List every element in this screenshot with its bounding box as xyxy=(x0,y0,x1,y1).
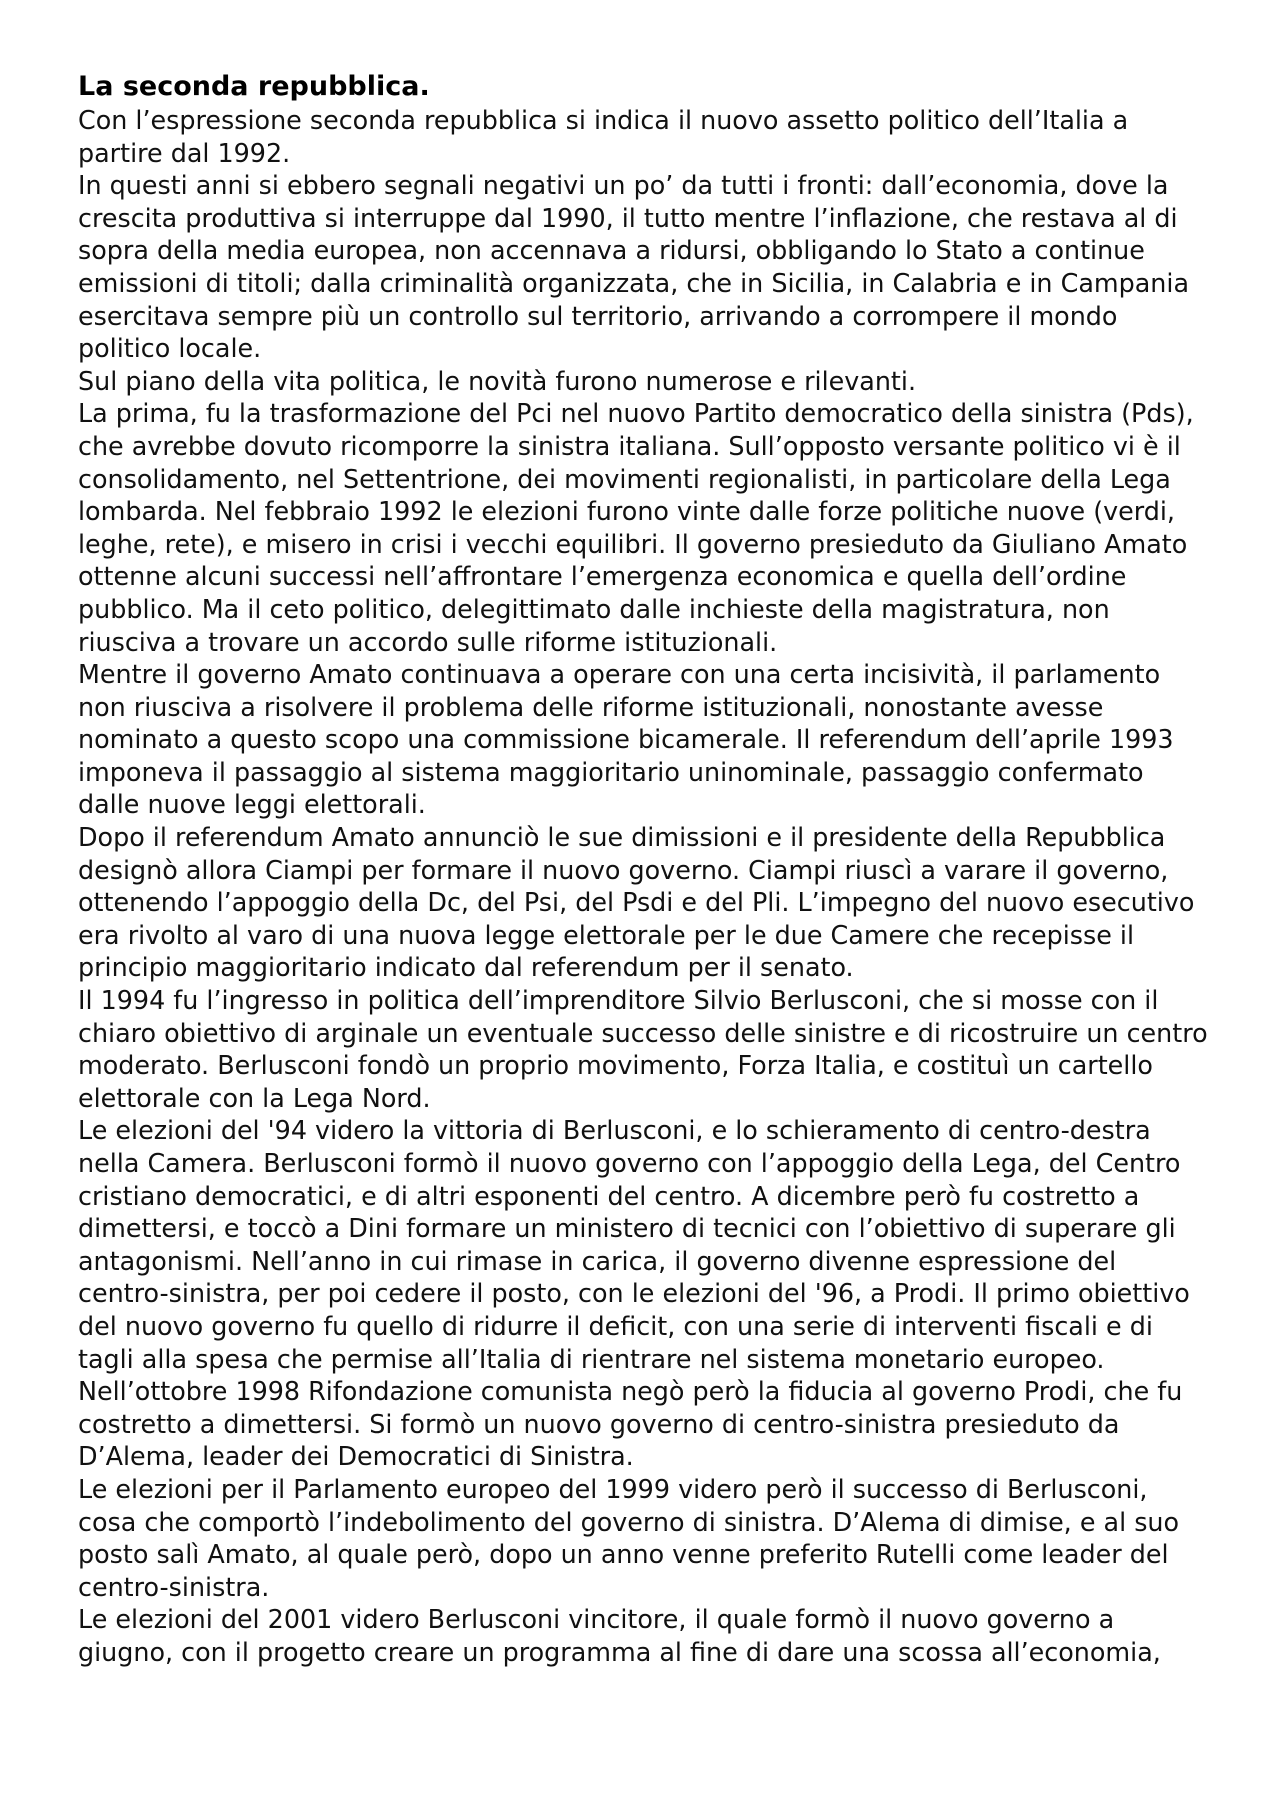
page-title: La seconda repubblica. xyxy=(78,71,430,102)
paragraph: Le elezioni del '94 videro la vittoria di Berlusconi, e lo schieramento di centro-destra nella Camera. Berlusconi formò il nuovo governo con l’appoggio della Lega, del Centro cristiano democratici, e di altri esponenti del centro. A dicembre però fu costretto a dimettersi, e toccò a Dini formare un ministero di tecnici con l’obiettivo di superare gli antagonismi. Nell’anno in cui rimase in carica, il governo divenne espressione del centro-sinistra, per poi cedere il posto, con le elezioni del '96, a Prodi. Il primo obiettivo del nuovo governo fu quello di ridurre il deficit, con una serie di interventi fiscali e di tagli alla spesa che permise all’Italia di rientrare nel sistema monetario europeo. Nell’ottobre 1998 Rifondazione comunista negò però la fiducia al governo Prodi, che fu costretto a dimettersi. Si formò un nuovo governo di centro-sinistra presieduto da D’Alema, leader dei Democratici di Sinistra. xyxy=(78,1115,1190,1472)
document-page xyxy=(78,70,1213,1669)
paragraph: Con l’espressione seconda repubblica si indica il nuovo assetto politico dell’Italia a partire dal 1992. xyxy=(78,105,1129,168)
paragraph: Dopo il referendum Amato annunciò le sue dimissioni e il presidente della Repubblica designò allora Ciampi per formare il nuovo governo. Ciampi riuscì a varare il governo, ottenendo l’appoggio della Dc, del Psi, del Psdi e del Pli. L’impegno del nuovo esecutivo era rivolto al varo di una nuova legge elettorale per le due Camere che recepisse il principio maggioritario indicato dal referendum per il senato. xyxy=(78,822,1195,983)
paragraph: Il 1994 fu l’ingresso in politica dell’imprenditore Silvio Berlusconi, che si mosse con il chiaro obiettivo di arginale un eventuale successo delle sinistre e di ricostruire un centro moderato. Berlusconi fondò un proprio movimento, Forza Italia, e costituì un cartello elettorale con la Lega Nord. xyxy=(78,985,1208,1113)
paragraph: Le elezioni del 2001 videro Berlusconi vincitore, il quale formò il nuovo governo a giugno, con il progetto creare un programma al fine di dare una scossa all’economia, xyxy=(78,1604,1161,1667)
paragraph: In questi anni si ebbero segnali negativi un po’ da tutti i fronti: dall’economia, dove la crescita produttiva si interruppe dal 1990, il tutto mentre l’inflazione, che restava al di sopra della media europea, non accennava a ridursi, obbligando lo Stato a continue emissioni di titoli; dalla criminalità organizzata, che in Sicilia, in Calabria e in Campania esercitava sempre più un controllo sul territorio, arrivando a corrompere il mondo politico locale. xyxy=(78,170,1190,364)
paragraph: La prima, fu la trasformazione del Pci nel nuovo Partito democratico della sinistra (Pds), che avrebbe dovuto ricomporre la sinistra italiana. Sull’opposto versante politico vi è il consolidamento, nel Settentrione, dei movimenti regionalisti, in particolare della Lega lombarda. Nel febbraio 1992 le elezioni furono vinte dalle forze politiche nuove (verdi, leghe, rete), e misero in crisi i vecchi equilibri. Il governo presieduto da Giuliano Amato ottenne alcuni successi nell’affrontare l’emergenza economica e quella dell’ordine pubblico. Ma il ceto politico, delegittimato dalle inchieste della magistratura, non riusciva a trovare un accordo sulle riforme istituzionali. xyxy=(78,398,1194,657)
paragraph: Sul piano della vita politica, le novità furono numerose e rilevanti. xyxy=(78,365,917,396)
paragraph: Le elezioni per il Parlamento europeo del 1999 videro però il successo di Berlusconi, cosa che comportò l’indebolimento del governo di sinistra. D’Alema di dimise, e al suo posto salì Amato, al quale però, dopo un anno venne preferito Rutelli come leader del centro-sinistra. xyxy=(78,1473,1180,1602)
paragraph: Mentre il governo Amato continuava a operare con una certa incisività, il parlamento non riusciva a risolvere il problema delle riforme istituzionali, nonostante avesse nominato a questo scopo una commissione bicamerale. Il referendum dell’aprile 1993 imponeva il passaggio al sistema maggioritario uninominale, passaggio confermato dalle nuove leggi elettorali. xyxy=(78,659,1174,820)
